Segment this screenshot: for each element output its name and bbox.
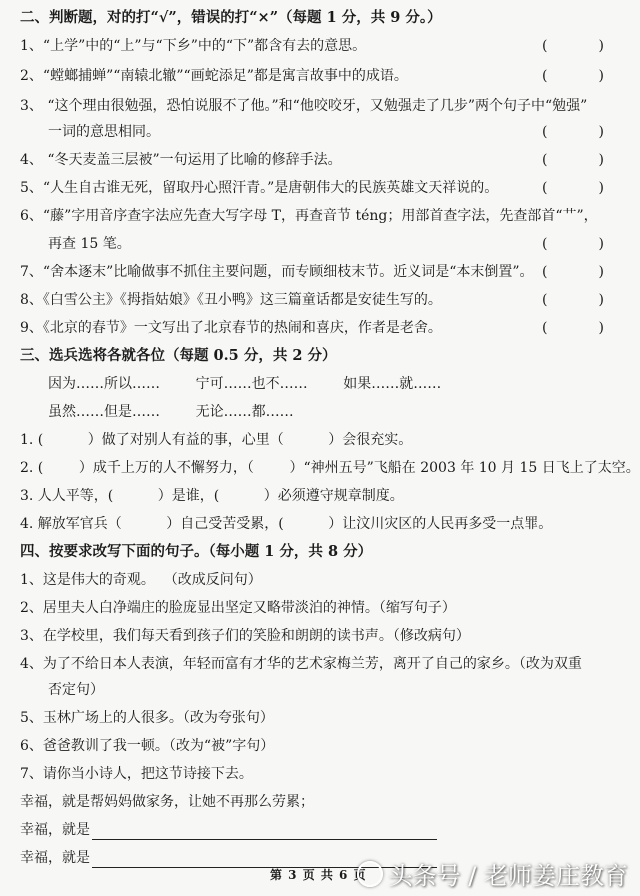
fill-item-1[interactable]: 1. ( ）做了对别人有益的事，心里（ ）会很充实。 xyxy=(20,432,413,448)
answer-paren[interactable]: ( ) xyxy=(542,292,604,308)
rewrite-item-3: 3、在学校里，我们每天看到孩子们的笑脸和朗朗的读书声。（修改病句） xyxy=(20,628,470,644)
conjunction-options-row2: 虽然……但是…… 无论……都…… xyxy=(48,404,294,420)
judge-item-2: 2、“螳螂捕蝉”“南辕北辙”“画蛇添足”都是寓言故事中的成语。 ( ) xyxy=(20,68,604,84)
judge-item-3: 3、 “这个理由很勉强，恐怕说服不了他。”和“他咬咬牙，又勉强走了几步”两个句子中“勉强” xyxy=(20,98,588,114)
rewrite-item-4-cont: 否定句） xyxy=(48,682,104,698)
fill-item-3[interactable]: 3. 人人平等，( ）是谁，( ）必须遵守规章制度。 xyxy=(20,488,404,504)
answer-paren[interactable]: ( ) xyxy=(542,320,604,336)
answer-blank[interactable] xyxy=(92,825,437,840)
account-icon xyxy=(357,861,383,887)
answer-paren[interactable]: ( ) xyxy=(542,68,604,84)
judge-item-7: 7、“舍本逐末”比喻做事不抓住主要问题，而专顾细枝末节。近义词是“本末倒置”。 ( ) xyxy=(20,264,604,280)
judge-item-5: 5、“人生自古谁无死，留取丹心照汗青。”是唐朝伟大的民族英雄文天祥说的。 ( ) xyxy=(20,180,604,196)
poem-fill-line-1: 幸福，就是 xyxy=(20,820,640,840)
watermark: 头条号 / 老师姜庄教育 xyxy=(357,856,628,891)
poem-example-line: 幸福，就是帮妈妈做家务，让她不再那么劳累； xyxy=(20,794,314,810)
rewrite-item-1: 1、这是伟大的奇观。 （改成反问句） xyxy=(20,572,262,588)
poem-fill-line-2: 幸福，就是 xyxy=(20,848,640,868)
rewrite-item-5: 5、玉林广场上的人很多。（改为夸张句） xyxy=(20,710,274,726)
answer-paren[interactable]: ( ) xyxy=(542,180,604,196)
conjunction-options-row1: 因为……所以…… 宁可……也不…… 如果……就…… xyxy=(48,376,442,392)
section4-heading: 四、按要求改写下面的句子。（每小题 1 分，共 8 分） xyxy=(20,543,373,560)
judge-item-4: 4、 “冬天麦盖三层被”一句运用了比喻的修辞手法。 ( ) xyxy=(20,152,604,168)
judge-item-3-cont: 一词的意思相同。 ( ) xyxy=(48,124,604,140)
section2-heading: 二、判断题，对的打“√”，错误的打“×”（每题 1 分，共 9 分。） xyxy=(20,9,442,26)
rewrite-item-4: 4、为了不给日本人表演，年轻而富有才华的艺术家梅兰芳，离开了自己的家乡。（改为双重 xyxy=(20,656,582,672)
rewrite-item-6: 6、爸爸教训了我一顿。（改为“被”字句） xyxy=(20,738,275,754)
judge-item-8: 8、《白雪公主》《拇指姑娘》《丑小鸭》这三篇童话都是安徒生写的。 ( ) xyxy=(20,292,604,308)
rewrite-item-2: 2、居里夫人白净端庄的脸庞显出坚定又略带淡泊的神情。（缩写句子） xyxy=(20,600,456,616)
fill-item-4[interactable]: 4. 解放军官兵（ ）自己受苦受累，( ）让汶川灾区的人民再多受一点罪。 xyxy=(20,516,553,532)
answer-paren[interactable]: ( ) xyxy=(542,152,604,168)
fill-item-2[interactable]: 2. ( ）成千上万的人不懈努力，（ ）“神州五号”飞船在 2003 年 10 月 15 日飞上了太空。 xyxy=(20,460,640,476)
rewrite-item-7: 7、请你当小诗人，把这节诗接下去。 xyxy=(20,766,253,782)
judge-item-1: 1、“上学”中的“上”与“下乡”中的“下”都含有去的意思。 ( ) xyxy=(20,38,604,54)
page-number: 第 3 页 共 6 页 xyxy=(270,868,367,882)
answer-paren[interactable]: ( ) xyxy=(542,264,604,280)
answer-paren[interactable]: ( ) xyxy=(542,38,604,54)
answer-paren[interactable]: ( ) xyxy=(542,124,604,140)
judge-item-6: 6、“藤”字用音序查字法应先查大写字母 T，再查音节 téng；用部首查字法，先查部首“艹”， xyxy=(20,208,598,224)
section3-heading: 三、选兵选将各就各位（每题 0.5 分，共 2 分） xyxy=(20,347,337,364)
judge-item-9: 9、《北京的春节》一文写出了北京春节的热闹和喜庆，作者是老舍。 ( ) xyxy=(20,320,604,336)
answer-paren[interactable]: ( ) xyxy=(542,236,604,252)
judge-item-6-cont: 再查 15 笔。 ( ) xyxy=(48,236,604,252)
